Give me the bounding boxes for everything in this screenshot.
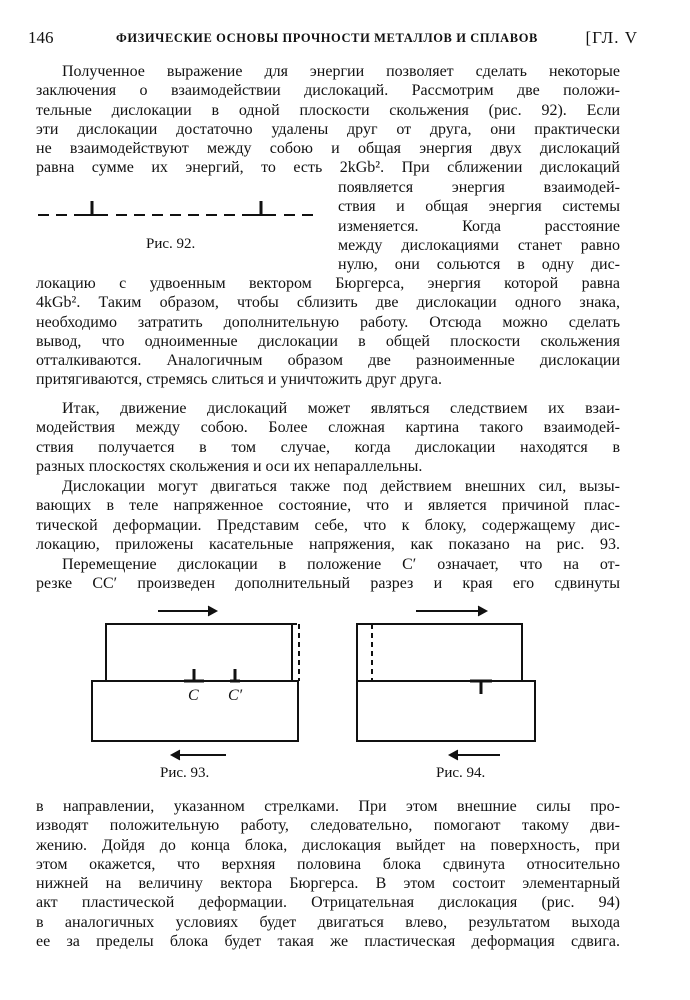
page-number: 146: [28, 28, 54, 47]
figure-93-caption: Рис. 93.: [160, 765, 210, 781]
text-line: Итак, движение дислокаций может являться следствием их взаи-: [62, 400, 620, 417]
text-line: появляется энергия взаимодей-: [338, 179, 620, 196]
text-line: в аналогичных условиях будет двигаться влево, результатом выхода: [36, 913, 620, 931]
text-line: модействия между собою. Более сложная картина такого взаимодей-: [36, 419, 620, 437]
text-line: вывод, что одноименные дислокации в общей плоскости скольжения: [36, 332, 620, 350]
text-line: локацию с удвоенным вектором Бюргерса, энергия которой равна: [36, 275, 620, 292]
text-line: Дислокации могут двигаться также под действием внешних сил, вызы-: [62, 478, 620, 495]
paragraph-external-forces: [36, 477, 620, 554]
text-line: нулю, они сольются в одну дис-: [338, 256, 620, 274]
text-line: изводят положительную работу, следовательно, помогают такому дви-: [36, 817, 620, 835]
text-line: равна сумме их энергий, то есть 2kGb². При сближении дислокаций: [36, 159, 620, 177]
figure-94-block: [357, 606, 535, 760]
text-line: локацию, приложены касательные напряжения, как показано на рис. 93.: [36, 535, 620, 553]
text-line: 4kGb². Таким образом, чтобы сблизить две дислокации одного знака,: [36, 294, 620, 312]
text-line: тической деформации. Представим себе, что к блоку, содержащему дис-: [36, 516, 620, 534]
text-line: нижней на величину вектора Бюргерса. В этом состоит элементарный: [36, 875, 620, 893]
upper-half-block: [357, 624, 522, 681]
text-line: ствия и общая энергия системы: [338, 198, 620, 216]
text-line: изменяется. Когда расстояние: [338, 217, 620, 235]
chapter-label: [ГЛ. V: [585, 28, 638, 47]
text-line: жению. Дойдя до конца блока, дислокация выйдет на поверхность, при: [36, 836, 620, 854]
figures-93-94: [80, 600, 600, 780]
text-line: Полученное выражение для энергии позволяет сделать некоторые: [62, 63, 620, 80]
text-line: тельные дислокации в одной плоскости скольжения (рис. 92). Если: [36, 101, 620, 119]
text-line: Перемещение дислокации в положение C′ означает, что на от-: [62, 556, 620, 573]
lower-half-block: [357, 681, 535, 741]
text-line: между дислокациями станет равно: [338, 236, 620, 254]
figure-92-caption: Рис. 92.: [146, 236, 196, 252]
paragraph-energy-continued: [36, 274, 620, 390]
text-line: не взаимодействуют между собою и общая энергия двух дислокаций: [36, 140, 620, 158]
text-line: этом окажется, что верхняя половина блока сдвинута относительно: [36, 855, 620, 873]
text-line: акт пластической деформации. Отрицательная дислокация (рис. 94): [36, 894, 620, 912]
text-line: заключения о взаимодействии дислокаций. Рассмотрим две положи-: [36, 82, 620, 100]
figure-94-caption: Рис. 94.: [436, 765, 486, 781]
text-line: в направлении, указанном стрелками. При этом внешние силы про-: [36, 798, 620, 815]
text-line: вающих в теле напряженное состояние, что и является причиной плас-: [36, 497, 620, 515]
text-line: необходимо затратить дополнительную работу. Отсюда можно сделать: [36, 313, 620, 331]
paragraph-displacement: [36, 555, 620, 594]
paragraph-plastic-deformation: [36, 797, 620, 951]
arrowhead-left: [171, 750, 180, 760]
text-line: ее за пределы блока будет такая же пластическая деформация сдвига.: [36, 933, 620, 951]
text-line: притягиваются, стремясь слиться и уничтожить друг друга.: [36, 371, 443, 389]
text-line: эти дислокации достаточно удалены друг от друга, они практически: [36, 120, 620, 138]
running-header: [28, 28, 638, 50]
text-line: ствия получается в том случае, когда дислокации находятся в: [36, 438, 620, 456]
arrowhead-right: [208, 606, 217, 616]
paragraph-narrow-column: [338, 178, 620, 274]
running-title: ФИЗИЧЕСКИЕ ОСНОВЫ ПРОЧНОСТИ МЕТАЛЛОВ И СПЛАВОВ: [116, 31, 538, 45]
label-c: C: [188, 687, 199, 704]
text-line: отталкиваются. Аналогичным образом две разноименные дислокации: [36, 352, 620, 370]
label-c-prime: C′: [228, 687, 243, 704]
upper-half-block: [106, 624, 292, 681]
figure-92-dislocations: [36, 198, 316, 222]
text-line: разных плоскостях скольжения и оси их непараллельны.: [36, 457, 423, 475]
arrowhead-left: [449, 750, 458, 760]
paragraph-energy-intro: [36, 62, 620, 178]
arrowhead-right: [478, 606, 487, 616]
text-line: резке CC′ произведен дополнительный разрез и края его сдвинуты: [36, 575, 620, 593]
figure-93-block: [92, 606, 299, 760]
shifted-edge-dashed: [292, 624, 299, 681]
paragraph-interaction: [36, 399, 620, 476]
